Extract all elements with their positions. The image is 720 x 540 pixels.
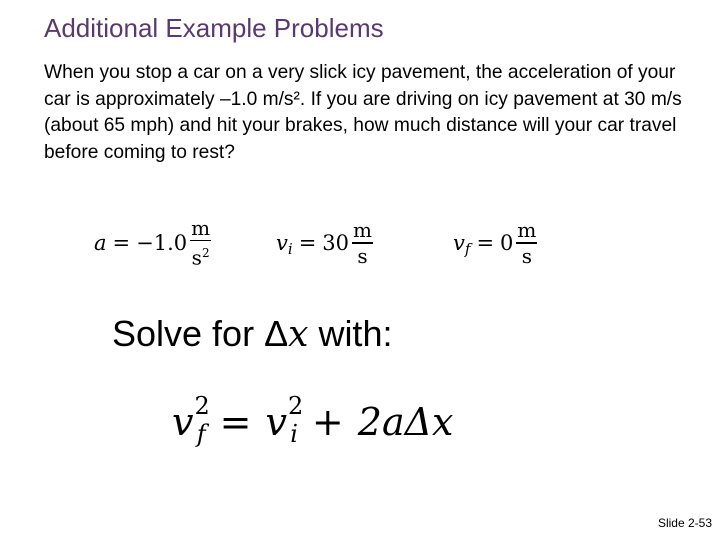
equation-rhs-exp: 2 xyxy=(287,392,304,420)
equation-lhs-exp: 2 xyxy=(194,392,210,420)
equation-rhs-sub: i xyxy=(290,420,298,448)
unit-fraction xyxy=(190,217,211,269)
unit-denominator: $s^2$ xyxy=(191,246,210,271)
equation-rhs-term: 2aΔx xyxy=(357,400,454,444)
given-subscript: f xyxy=(464,240,471,258)
equation-rhs-var: v xyxy=(265,400,287,444)
equals-sign: = xyxy=(298,231,317,255)
solve-instruction: Solve for Δx with: xyxy=(112,313,393,355)
given-initial-velocity xyxy=(276,214,373,272)
unit-numerator: m xyxy=(353,218,372,243)
given-var: v xyxy=(453,231,465,255)
unit-numerator: m xyxy=(517,218,537,243)
given-value: 0 xyxy=(500,231,514,255)
equals-sign: = xyxy=(112,231,131,255)
unit-exponent: 2 xyxy=(201,246,210,261)
fraction-bar xyxy=(190,240,211,242)
equals-sign: = xyxy=(219,400,252,444)
given-value: −1.0 xyxy=(136,231,188,255)
kinematic-equation xyxy=(172,392,454,448)
slide-number: Slide 2-53 xyxy=(657,516,712,530)
equation-lhs-var: v xyxy=(172,400,194,444)
given-subscript: i xyxy=(287,240,293,258)
given-var: a xyxy=(94,231,107,255)
unit-denominator: s xyxy=(357,243,368,268)
given-var: v xyxy=(276,231,288,255)
given-final-velocity xyxy=(453,214,537,272)
plus-sign: + xyxy=(311,400,344,444)
unit-denominator: s xyxy=(521,243,533,268)
problem-statement: When you stop a car on a very slick icy pavement, the acceleration of your car is approximately –1.0 m/s². If you are driving on icy pavement at 30 m/s (about 65 mph) and hit your brakes, how much distance will your car travel before coming to rest? xyxy=(44,62,682,163)
equation-lhs-sub: f xyxy=(196,420,206,448)
unit-fraction xyxy=(516,219,537,267)
solve-variable: x xyxy=(288,314,309,355)
slide-title: Additional Example Problems xyxy=(44,13,384,43)
unit-fraction xyxy=(352,219,373,267)
given-acceleration xyxy=(94,214,211,272)
equals-sign: = xyxy=(476,231,495,255)
unit-numerator: m xyxy=(191,215,211,240)
given-value: 30 xyxy=(322,231,350,255)
